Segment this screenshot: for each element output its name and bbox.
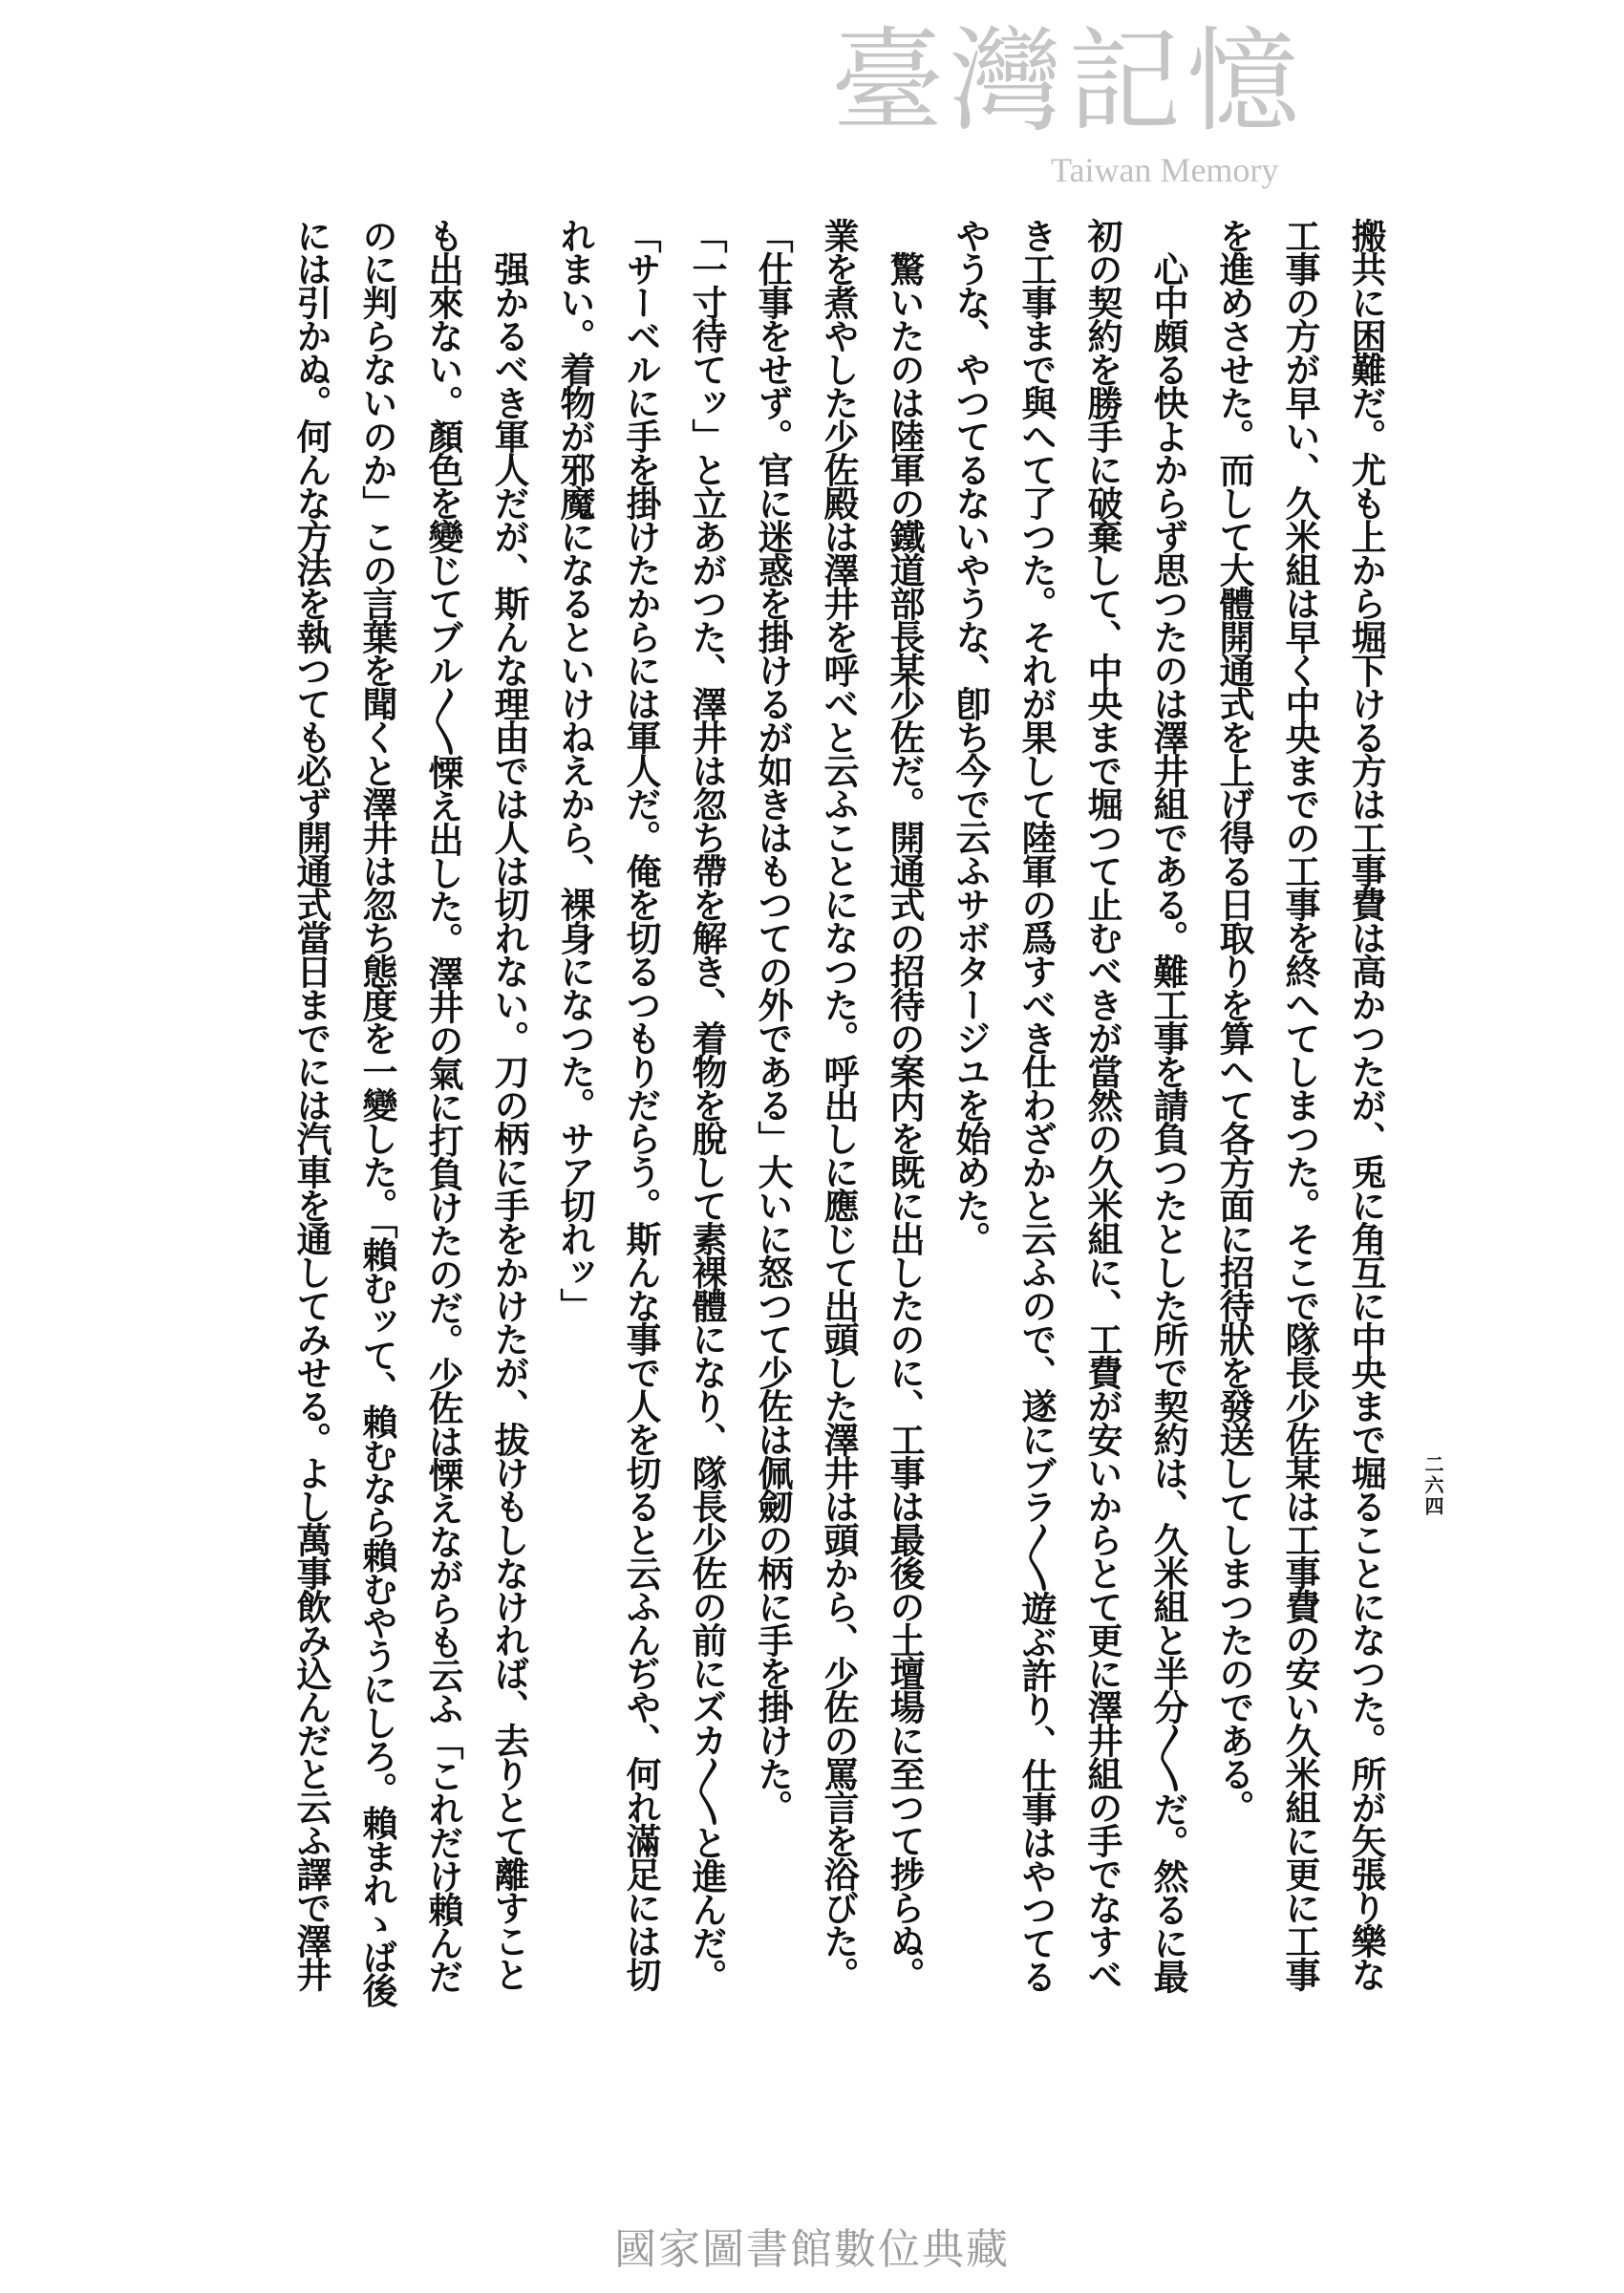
text-column: 驚いたのは陸軍の鐵道部長某少佐だ。開通式の招待の案内を既に出したのに、工事は最後の土壇場に至つて捗らぬ。	[884, 218, 926, 1990]
text-column: 初の契約を勝手に破棄して、中央まで堀つて止むべきが當然の久米組に、工費が安いからとて更に澤井組の手でなすべ	[1081, 218, 1123, 1990]
archive-footer: 國家圖書館數位典藏	[614, 2225, 1010, 2274]
watermark-subtitle: Taiwan Memory	[1051, 151, 1279, 189]
text-column: 「サーベルに手を掛けたからには軍人だ。俺を切るつもりだらう。斯んな事で人を切ると云ふんぢや、何れ滿足には切	[620, 218, 662, 1990]
text-column: には引かぬ。何んな方法を執つても必ず開通式當日までには汽車を通してみせる。よし萬事飲み込んだと云ふ譯で澤井	[290, 218, 332, 1990]
text-column: のに判らないのか」この言葉を聞くと澤井は忽ち態度を一變した。「賴むッて、賴むなら賴むやうにしろ。賴まれゝば後	[356, 218, 398, 2006]
watermark-logo-text: 臺灣記憶	[831, 15, 1306, 147]
text-column: 工事の方が早い、久米組は早く中央までの工事を終へてしまつた。そこで隊長少佐某は工事費の安い久米組に更に工事	[1279, 218, 1321, 1990]
text-column: 强かるべき軍人だが、斯んな理由では人は切れない。刀の柄に手をかけたが、拔けもしなければ、去りとて離すこと	[488, 218, 530, 1990]
page-number: 二六四	[1421, 1454, 1444, 1517]
text-column: 搬共に困難だ。尤も上から堀下ける方は工事費は高かつたが、兎に角互に中央まで堀ることになつた。所が矢張り樂な	[1345, 218, 1387, 1990]
text-column: 「仕事をせず。官に迷惑を掛けるが如きはもつての外である」大いに怒つて少佐は佩劒の柄に手を掛けた。	[752, 218, 794, 1823]
text-column: き工事まで與へて了つた。それが果して陸軍の爲すべき仕わざかと云ふので、遂にブラ〱遊ぶ許り、仕事はやつてる	[1015, 218, 1058, 1992]
text-column: 心中頗る快よからず思つたのは澤井組である。難工事を請負つたとした所で契約は、久米組と半分〱だ。然るに最	[1147, 218, 1189, 1992]
text-column: を進めさせた。而して大體開通式を上げ得る日取りを算へて各方面に招待狀を發送してしまつたのである。	[1213, 218, 1255, 1823]
text-column: れまい。着物が邪魔になるといけねえから、裸身になつた。サア切れッ」	[554, 218, 596, 1321]
watermark	[831, 15, 1366, 201]
text-column: やうな、やつてるないやうな、卽ち今で云ふサボタージユを始めた。	[950, 218, 992, 1254]
text-column: 「一寸待てッ」と立あがつた、澤井は忽ち帶を解き、着物を脫して素裸體になり、隊長少佐の前にズカ〱と進んだ。	[686, 218, 728, 1992]
text-column: も出來ない。顏色を變じてブル〱慄え出した。澤井の氣に打負けたのだ。少佐は慄えながらも云ふ「これだけ賴んだ	[422, 218, 464, 1992]
text-column: 業を煮やした少佐殿は澤井を呼べと云ふことになつた。呼出しに應じて出頭した澤井は頭から、少佐の罵言を浴びた。	[818, 218, 860, 1990]
